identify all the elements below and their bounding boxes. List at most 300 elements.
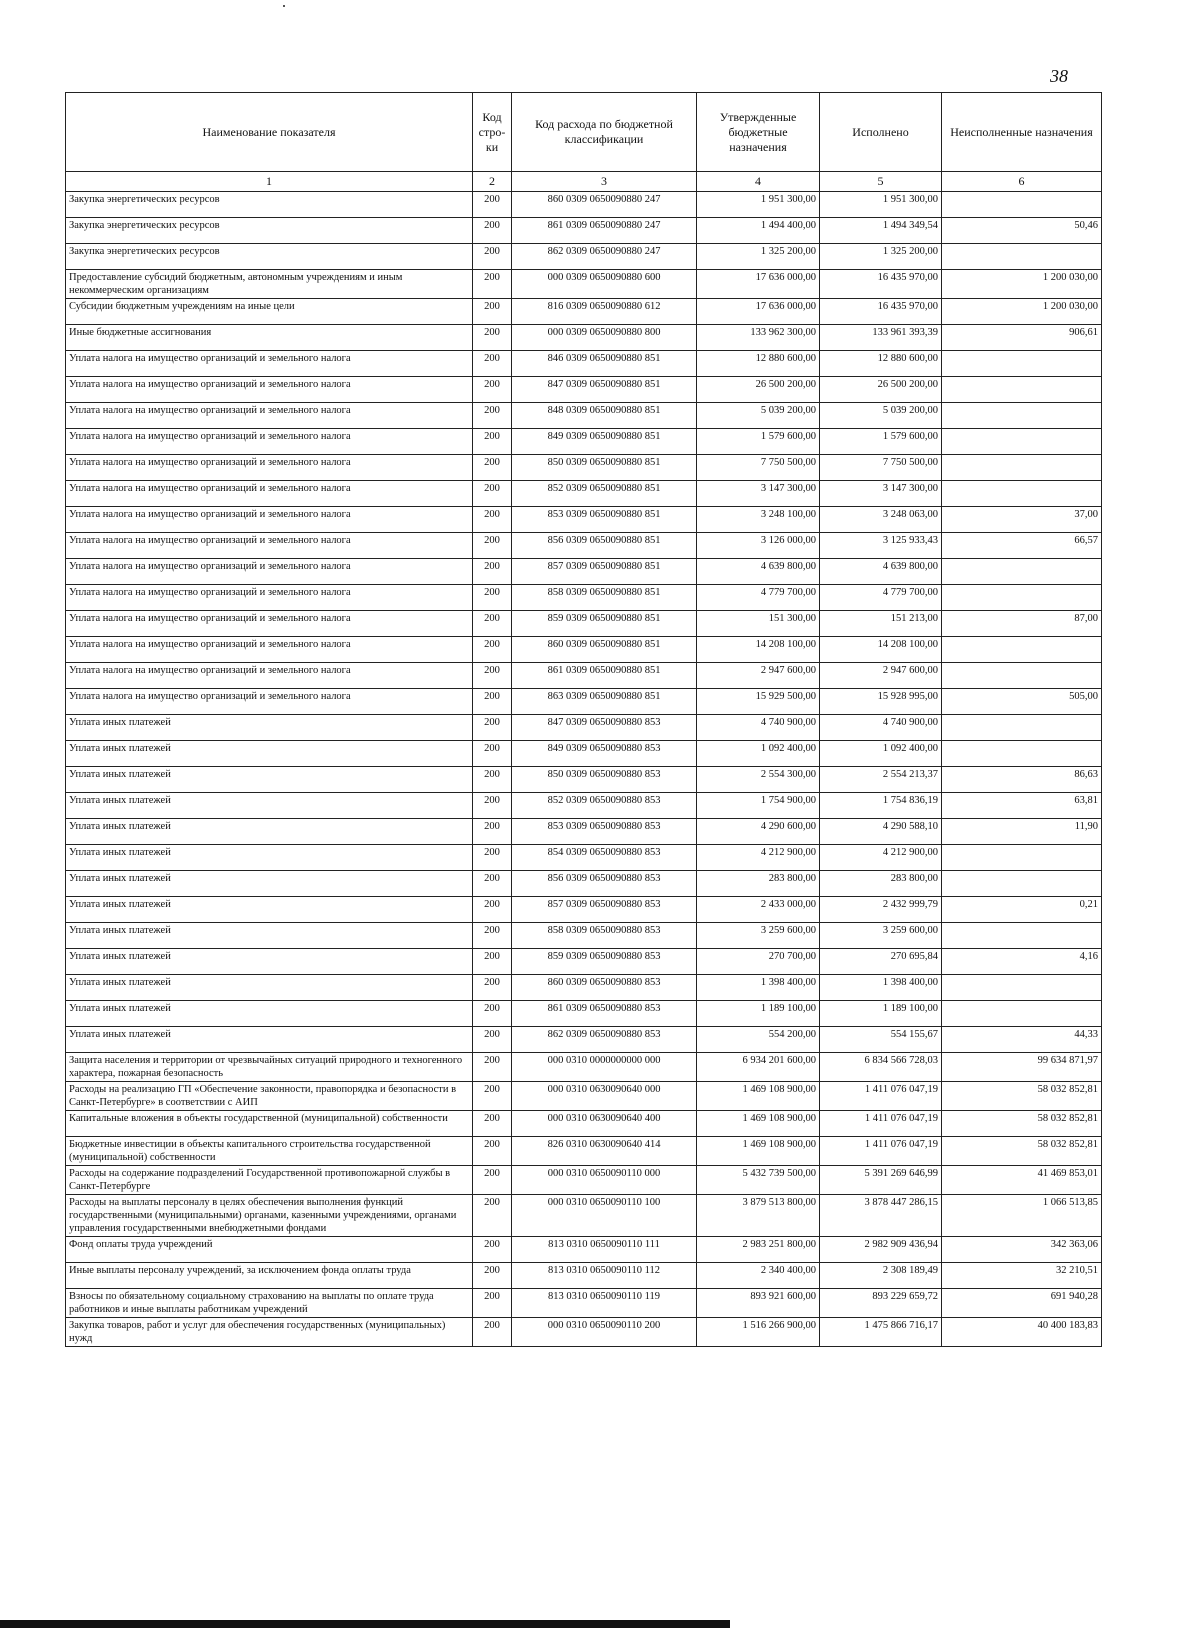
indicator-name-cell: Уплата иных платежей xyxy=(66,949,473,975)
header-approved: Утвержденные бюджетные назначения xyxy=(697,93,820,172)
budget-class-code-cell: 813 0310 0650090110 119 xyxy=(512,1289,697,1318)
budget-class-code-cell: 850 0309 0650090880 853 xyxy=(512,767,697,793)
column-number: 2 xyxy=(473,172,512,192)
unexecuted-amount-cell: 691 940,28 xyxy=(942,1289,1102,1318)
approved-amount-cell: 283 800,00 xyxy=(697,871,820,897)
executed-amount-cell: 4 740 900,00 xyxy=(820,715,942,741)
approved-amount-cell: 2 554 300,00 xyxy=(697,767,820,793)
indicator-name-cell: Уплата налога на имущество организаций и земельного налога xyxy=(66,559,473,585)
indicator-name-cell: Уплата иных платежей xyxy=(66,741,473,767)
executed-amount-cell: 3 878 447 286,15 xyxy=(820,1195,942,1237)
table-row xyxy=(66,455,1102,481)
table-row xyxy=(66,1111,1102,1137)
executed-amount-cell: 2 947 600,00 xyxy=(820,663,942,689)
indicator-name-cell: Закупка товаров, работ и услуг для обеспечения государственных (муниципальных) нужд xyxy=(66,1318,473,1347)
executed-amount-cell: 7 750 500,00 xyxy=(820,455,942,481)
header-line-code: Код стро-ки xyxy=(473,93,512,172)
executed-amount-cell: 16 435 970,00 xyxy=(820,270,942,299)
table-row xyxy=(66,403,1102,429)
approved-amount-cell: 26 500 200,00 xyxy=(697,377,820,403)
budget-class-code-cell: 858 0309 0650090880 853 xyxy=(512,923,697,949)
column-number: 6 xyxy=(942,172,1102,192)
table-row xyxy=(66,244,1102,270)
indicator-name-cell: Субсидии бюджетным учреждениям на иные цели xyxy=(66,299,473,325)
line-code-cell: 200 xyxy=(473,585,512,611)
approved-amount-cell: 1 494 400,00 xyxy=(697,218,820,244)
executed-amount-cell: 14 208 100,00 xyxy=(820,637,942,663)
unexecuted-amount-cell xyxy=(942,871,1102,897)
budget-class-code-cell: 000 0310 0630090640 000 xyxy=(512,1082,697,1111)
table-row xyxy=(66,351,1102,377)
unexecuted-amount-cell xyxy=(942,715,1102,741)
budget-class-code-cell: 846 0309 0650090880 851 xyxy=(512,351,697,377)
unexecuted-amount-cell: 342 363,06 xyxy=(942,1237,1102,1263)
column-number: 1 xyxy=(66,172,473,192)
table-row xyxy=(66,923,1102,949)
table-row xyxy=(66,429,1102,455)
approved-amount-cell: 17 636 000,00 xyxy=(697,299,820,325)
unexecuted-amount-cell xyxy=(942,585,1102,611)
line-code-cell: 200 xyxy=(473,1001,512,1027)
indicator-name-cell: Закупка энергетических ресурсов xyxy=(66,218,473,244)
table-row xyxy=(66,611,1102,637)
unexecuted-amount-cell: 32 210,51 xyxy=(942,1263,1102,1289)
unexecuted-amount-cell: 66,57 xyxy=(942,533,1102,559)
executed-amount-cell: 4 212 900,00 xyxy=(820,845,942,871)
indicator-name-cell: Закупка энергетических ресурсов xyxy=(66,192,473,218)
line-code-cell: 200 xyxy=(473,949,512,975)
budget-class-code-cell: 852 0309 0650090880 853 xyxy=(512,793,697,819)
unexecuted-amount-cell: 37,00 xyxy=(942,507,1102,533)
line-code-cell: 200 xyxy=(473,715,512,741)
indicator-name-cell: Иные бюджетные ассигнования xyxy=(66,325,473,351)
table-row xyxy=(66,819,1102,845)
approved-amount-cell: 1 325 200,00 xyxy=(697,244,820,270)
budget-class-code-cell: 813 0310 0650090110 112 xyxy=(512,1263,697,1289)
executed-amount-cell: 3 248 063,00 xyxy=(820,507,942,533)
column-number: 3 xyxy=(512,172,697,192)
unexecuted-amount-cell: 41 469 853,01 xyxy=(942,1166,1102,1195)
budget-class-code-cell: 847 0309 0650090880 853 xyxy=(512,715,697,741)
approved-amount-cell: 133 962 300,00 xyxy=(697,325,820,351)
indicator-name-cell: Расходы на содержание подразделений Государственной противопожарной службы в Санкт-Петербурге xyxy=(66,1166,473,1195)
unexecuted-amount-cell xyxy=(942,429,1102,455)
header-row xyxy=(66,93,1102,172)
indicator-name-cell: Предоставление субсидий бюджетным, автономным учреждениям и иным некоммерческим организациям xyxy=(66,270,473,299)
table-row xyxy=(66,637,1102,663)
budget-class-code-cell: 000 0310 0630090640 400 xyxy=(512,1111,697,1137)
line-code-cell: 200 xyxy=(473,1195,512,1237)
approved-amount-cell: 893 921 600,00 xyxy=(697,1289,820,1318)
table-row xyxy=(66,767,1102,793)
executed-amount-cell: 12 880 600,00 xyxy=(820,351,942,377)
indicator-name-cell: Фонд оплаты труда учреждений xyxy=(66,1237,473,1263)
executed-amount-cell: 554 155,67 xyxy=(820,1027,942,1053)
table-row xyxy=(66,1263,1102,1289)
line-code-cell: 200 xyxy=(473,377,512,403)
budget-class-code-cell: 849 0309 0650090880 851 xyxy=(512,429,697,455)
line-code-cell: 200 xyxy=(473,793,512,819)
indicator-name-cell: Уплата налога на имущество организаций и земельного налога xyxy=(66,403,473,429)
table-row xyxy=(66,793,1102,819)
executed-amount-cell: 2 554 213,37 xyxy=(820,767,942,793)
budget-class-code-cell: 863 0309 0650090880 851 xyxy=(512,689,697,715)
line-code-cell: 200 xyxy=(473,1318,512,1347)
executed-amount-cell: 5 039 200,00 xyxy=(820,403,942,429)
executed-amount-cell: 3 259 600,00 xyxy=(820,923,942,949)
indicator-name-cell: Уплата налога на имущество организаций и земельного налога xyxy=(66,611,473,637)
unexecuted-amount-cell xyxy=(942,663,1102,689)
unexecuted-amount-cell xyxy=(942,192,1102,218)
indicator-name-cell: Уплата налога на имущество организаций и земельного налога xyxy=(66,689,473,715)
column-number: 4 xyxy=(697,172,820,192)
table-row xyxy=(66,533,1102,559)
unexecuted-amount-cell: 58 032 852,81 xyxy=(942,1137,1102,1166)
line-code-cell: 200 xyxy=(473,767,512,793)
unexecuted-amount-cell: 63,81 xyxy=(942,793,1102,819)
budget-class-code-cell: 854 0309 0650090880 853 xyxy=(512,845,697,871)
indicator-name-cell: Уплата налога на имущество организаций и земельного налога xyxy=(66,429,473,455)
unexecuted-amount-cell: 86,63 xyxy=(942,767,1102,793)
budget-class-code-cell: 856 0309 0650090880 853 xyxy=(512,871,697,897)
table-row xyxy=(66,663,1102,689)
executed-amount-cell: 5 391 269 646,99 xyxy=(820,1166,942,1195)
indicator-name-cell: Бюджетные инвестиции в объекты капитального строительства государственной (муниципальной) собственности xyxy=(66,1137,473,1166)
line-code-cell: 200 xyxy=(473,533,512,559)
approved-amount-cell: 1 469 108 900,00 xyxy=(697,1137,820,1166)
executed-amount-cell: 133 961 393,39 xyxy=(820,325,942,351)
executed-amount-cell: 1 398 400,00 xyxy=(820,975,942,1001)
budget-class-code-cell: 848 0309 0650090880 851 xyxy=(512,403,697,429)
indicator-name-cell: Взносы по обязательному социальному страхованию на выплаты по оплате труда работников и иные выплаты работникам учреждений xyxy=(66,1289,473,1318)
executed-amount-cell: 1 189 100,00 xyxy=(820,1001,942,1027)
line-code-cell: 200 xyxy=(473,507,512,533)
line-code-cell: 200 xyxy=(473,299,512,325)
line-code-cell: 200 xyxy=(473,923,512,949)
table-row xyxy=(66,689,1102,715)
budget-class-code-cell: 858 0309 0650090880 851 xyxy=(512,585,697,611)
approved-amount-cell: 2 340 400,00 xyxy=(697,1263,820,1289)
line-code-cell: 200 xyxy=(473,1237,512,1263)
budget-class-code-cell: 847 0309 0650090880 851 xyxy=(512,377,697,403)
indicator-name-cell: Уплата налога на имущество организаций и земельного налога xyxy=(66,351,473,377)
budget-class-code-cell: 853 0309 0650090880 851 xyxy=(512,507,697,533)
table-row xyxy=(66,897,1102,923)
approved-amount-cell: 554 200,00 xyxy=(697,1027,820,1053)
approved-amount-cell: 1 516 266 900,00 xyxy=(697,1318,820,1347)
indicator-name-cell: Уплата иных платежей xyxy=(66,897,473,923)
line-code-cell: 200 xyxy=(473,1111,512,1137)
line-code-cell: 200 xyxy=(473,325,512,351)
table-row xyxy=(66,1082,1102,1111)
unexecuted-amount-cell xyxy=(942,923,1102,949)
executed-amount-cell: 1 579 600,00 xyxy=(820,429,942,455)
budget-class-code-cell: 859 0309 0650090880 853 xyxy=(512,949,697,975)
budget-class-code-cell: 860 0309 0650090880 851 xyxy=(512,637,697,663)
line-code-cell: 200 xyxy=(473,845,512,871)
approved-amount-cell: 1 579 600,00 xyxy=(697,429,820,455)
line-code-cell: 200 xyxy=(473,819,512,845)
approved-amount-cell: 4 639 800,00 xyxy=(697,559,820,585)
executed-amount-cell: 893 229 659,72 xyxy=(820,1289,942,1318)
unexecuted-amount-cell xyxy=(942,1001,1102,1027)
line-code-cell: 200 xyxy=(473,1289,512,1318)
table-row xyxy=(66,218,1102,244)
unexecuted-amount-cell xyxy=(942,244,1102,270)
budget-class-code-cell: 816 0309 0650090880 612 xyxy=(512,299,697,325)
approved-amount-cell: 4 212 900,00 xyxy=(697,845,820,871)
budget-class-code-cell: 861 0309 0650090880 853 xyxy=(512,1001,697,1027)
budget-class-code-cell: 000 0310 0000000000 000 xyxy=(512,1053,697,1082)
unexecuted-amount-cell xyxy=(942,559,1102,585)
indicator-name-cell: Уплата иных платежей xyxy=(66,819,473,845)
unexecuted-amount-cell: 0,21 xyxy=(942,897,1102,923)
executed-amount-cell: 1 754 836,19 xyxy=(820,793,942,819)
approved-amount-cell: 3 147 300,00 xyxy=(697,481,820,507)
indicator-name-cell: Капитальные вложения в объекты государственной (муниципальной) собственности xyxy=(66,1111,473,1137)
budget-class-code-cell: 826 0310 0630090640 414 xyxy=(512,1137,697,1166)
approved-amount-cell: 15 929 500,00 xyxy=(697,689,820,715)
line-code-cell: 200 xyxy=(473,403,512,429)
approved-amount-cell: 5 039 200,00 xyxy=(697,403,820,429)
table-row xyxy=(66,507,1102,533)
indicator-name-cell: Защита населения и территории от чрезвычайных ситуаций природного и техногенного характера, пожарная безопасность xyxy=(66,1053,473,1082)
table-row xyxy=(66,270,1102,299)
indicator-name-cell: Уплата налога на имущество организаций и земельного налога xyxy=(66,377,473,403)
approved-amount-cell: 14 208 100,00 xyxy=(697,637,820,663)
line-code-cell: 200 xyxy=(473,1166,512,1195)
line-code-cell: 200 xyxy=(473,741,512,767)
approved-amount-cell: 7 750 500,00 xyxy=(697,455,820,481)
table-row xyxy=(66,559,1102,585)
unexecuted-amount-cell: 99 634 871,97 xyxy=(942,1053,1102,1082)
indicator-name-cell: Уплата иных платежей xyxy=(66,1001,473,1027)
executed-amount-cell: 15 928 995,00 xyxy=(820,689,942,715)
approved-amount-cell: 270 700,00 xyxy=(697,949,820,975)
budget-class-code-cell: 856 0309 0650090880 851 xyxy=(512,533,697,559)
indicator-name-cell: Иные выплаты персоналу учреждений, за исключением фонда оплаты труда xyxy=(66,1263,473,1289)
table-row xyxy=(66,585,1102,611)
indicator-name-cell: Уплата иных платежей xyxy=(66,793,473,819)
budget-class-code-cell: 850 0309 0650090880 851 xyxy=(512,455,697,481)
budget-class-code-cell: 000 0310 0650090110 200 xyxy=(512,1318,697,1347)
line-code-cell: 200 xyxy=(473,429,512,455)
indicator-name-cell: Расходы на реализацию ГП «Обеспечение законности, правопорядка и безопасности в Санкт-Петербурге» в соответствии с АИП xyxy=(66,1082,473,1111)
line-code-cell: 200 xyxy=(473,218,512,244)
unexecuted-amount-cell: 1 200 030,00 xyxy=(942,299,1102,325)
header-indicator-name: Наименование показателя xyxy=(66,93,473,172)
approved-amount-cell: 17 636 000,00 xyxy=(697,270,820,299)
indicator-name-cell: Уплата налога на имущество организаций и земельного налога xyxy=(66,507,473,533)
unexecuted-amount-cell: 505,00 xyxy=(942,689,1102,715)
budget-class-code-cell: 857 0309 0650090880 851 xyxy=(512,559,697,585)
indicator-name-cell: Уплата налога на имущество организаций и земельного налога xyxy=(66,637,473,663)
line-code-cell: 200 xyxy=(473,455,512,481)
indicator-name-cell: Уплата иных платежей xyxy=(66,1027,473,1053)
executed-amount-cell: 4 290 588,10 xyxy=(820,819,942,845)
approved-amount-cell: 1 754 900,00 xyxy=(697,793,820,819)
indicator-name-cell: Уплата налога на имущество организаций и земельного налога xyxy=(66,585,473,611)
unexecuted-amount-cell: 906,61 xyxy=(942,325,1102,351)
unexecuted-amount-cell: 11,90 xyxy=(942,819,1102,845)
line-code-cell: 200 xyxy=(473,481,512,507)
unexecuted-amount-cell xyxy=(942,403,1102,429)
executed-amount-cell: 6 834 566 728,03 xyxy=(820,1053,942,1082)
executed-amount-cell: 26 500 200,00 xyxy=(820,377,942,403)
executed-amount-cell: 4 639 800,00 xyxy=(820,559,942,585)
unexecuted-amount-cell: 1 066 513,85 xyxy=(942,1195,1102,1237)
budget-execution-table xyxy=(65,92,1102,1347)
line-code-cell: 200 xyxy=(473,1137,512,1166)
page-number: 38 xyxy=(1050,66,1068,86)
line-code-cell: 200 xyxy=(473,1082,512,1111)
line-code-cell: 200 xyxy=(473,192,512,218)
indicator-name-cell: Уплата налога на имущество организаций и земельного налога xyxy=(66,481,473,507)
scan-edge-bar xyxy=(0,1620,730,1628)
executed-amount-cell: 1 411 076 047,19 xyxy=(820,1137,942,1166)
approved-amount-cell: 2 947 600,00 xyxy=(697,663,820,689)
budget-class-code-cell: 862 0309 0650090880 247 xyxy=(512,244,697,270)
unexecuted-amount-cell: 50,46 xyxy=(942,218,1102,244)
line-code-cell: 200 xyxy=(473,1263,512,1289)
budget-class-code-cell: 852 0309 0650090880 851 xyxy=(512,481,697,507)
unexecuted-amount-cell xyxy=(942,351,1102,377)
approved-amount-cell: 1 469 108 900,00 xyxy=(697,1111,820,1137)
header-executed: Исполнено xyxy=(820,93,942,172)
approved-amount-cell: 1 951 300,00 xyxy=(697,192,820,218)
indicator-name-cell: Уплата иных платежей xyxy=(66,923,473,949)
table-row xyxy=(66,1053,1102,1082)
executed-amount-cell: 16 435 970,00 xyxy=(820,299,942,325)
executed-amount-cell: 1 411 076 047,19 xyxy=(820,1082,942,1111)
table-row xyxy=(66,1289,1102,1318)
table-row xyxy=(66,1166,1102,1195)
executed-amount-cell: 2 308 189,49 xyxy=(820,1263,942,1289)
budget-class-code-cell: 849 0309 0650090880 853 xyxy=(512,741,697,767)
budget-class-code-cell: 000 0309 0650090880 800 xyxy=(512,325,697,351)
approved-amount-cell: 12 880 600,00 xyxy=(697,351,820,377)
line-code-cell: 200 xyxy=(473,244,512,270)
unexecuted-amount-cell xyxy=(942,741,1102,767)
indicator-name-cell: Уплата иных платежей xyxy=(66,871,473,897)
approved-amount-cell: 3 259 600,00 xyxy=(697,923,820,949)
unexecuted-amount-cell: 58 032 852,81 xyxy=(942,1111,1102,1137)
unexecuted-amount-cell: 87,00 xyxy=(942,611,1102,637)
line-code-cell: 200 xyxy=(473,559,512,585)
table-row xyxy=(66,1318,1102,1347)
executed-amount-cell: 151 213,00 xyxy=(820,611,942,637)
table-body xyxy=(66,192,1102,1347)
line-code-cell: 200 xyxy=(473,351,512,377)
unexecuted-amount-cell xyxy=(942,481,1102,507)
table-row xyxy=(66,871,1102,897)
unexecuted-amount-cell xyxy=(942,455,1102,481)
column-number: 5 xyxy=(820,172,942,192)
table-row xyxy=(66,1195,1102,1237)
table-row xyxy=(66,715,1102,741)
budget-class-code-cell: 862 0309 0650090880 853 xyxy=(512,1027,697,1053)
line-code-cell: 200 xyxy=(473,637,512,663)
indicator-name-cell: Расходы на выплаты персоналу в целях обеспечения выполнения функций государственными (муниципальными) органами, казенными учреждениями, органами управления государственными внебюджетными фондами xyxy=(66,1195,473,1237)
approved-amount-cell: 6 934 201 600,00 xyxy=(697,1053,820,1082)
executed-amount-cell: 1 092 400,00 xyxy=(820,741,942,767)
approved-amount-cell: 2 983 251 800,00 xyxy=(697,1237,820,1263)
budget-class-code-cell: 000 0310 0650090110 000 xyxy=(512,1166,697,1195)
executed-amount-cell: 1 951 300,00 xyxy=(820,192,942,218)
table-row xyxy=(66,1237,1102,1263)
line-code-cell: 200 xyxy=(473,689,512,715)
line-code-cell: 200 xyxy=(473,897,512,923)
approved-amount-cell: 2 433 000,00 xyxy=(697,897,820,923)
line-code-cell: 200 xyxy=(473,270,512,299)
budget-class-code-cell: 853 0309 0650090880 853 xyxy=(512,819,697,845)
table-row xyxy=(66,377,1102,403)
budget-class-code-cell: 813 0310 0650090110 111 xyxy=(512,1237,697,1263)
unexecuted-amount-cell xyxy=(942,845,1102,871)
executed-amount-cell: 1 325 200,00 xyxy=(820,244,942,270)
budget-class-code-cell: 860 0309 0650090880 853 xyxy=(512,975,697,1001)
budget-class-code-cell: 000 0309 0650090880 600 xyxy=(512,270,697,299)
executed-amount-cell: 2 982 909 436,94 xyxy=(820,1237,942,1263)
executed-amount-cell: 3 147 300,00 xyxy=(820,481,942,507)
approved-amount-cell: 1 189 100,00 xyxy=(697,1001,820,1027)
approved-amount-cell: 5 432 739 500,00 xyxy=(697,1166,820,1195)
unexecuted-amount-cell xyxy=(942,975,1102,1001)
header-unexecuted: Неисполненные назначения xyxy=(942,93,1102,172)
table-row xyxy=(66,481,1102,507)
header-budget-class-code: Код расхода по бюджетной классификации xyxy=(512,93,697,172)
budget-class-code-cell: 861 0309 0650090880 247 xyxy=(512,218,697,244)
executed-amount-cell: 1 411 076 047,19 xyxy=(820,1111,942,1137)
budget-class-code-cell: 860 0309 0650090880 247 xyxy=(512,192,697,218)
budget-class-code-cell: 859 0309 0650090880 851 xyxy=(512,611,697,637)
line-code-cell: 200 xyxy=(473,1027,512,1053)
indicator-name-cell: Уплата налога на имущество организаций и земельного налога xyxy=(66,455,473,481)
approved-amount-cell: 3 126 000,00 xyxy=(697,533,820,559)
approved-amount-cell: 4 779 700,00 xyxy=(697,585,820,611)
table-row xyxy=(66,325,1102,351)
unexecuted-amount-cell: 44,33 xyxy=(942,1027,1102,1053)
indicator-name-cell: Уплата налога на имущество организаций и земельного налога xyxy=(66,533,473,559)
unexecuted-amount-cell: 58 032 852,81 xyxy=(942,1082,1102,1111)
executed-amount-cell: 3 125 933,43 xyxy=(820,533,942,559)
executed-amount-cell: 4 779 700,00 xyxy=(820,585,942,611)
approved-amount-cell: 1 469 108 900,00 xyxy=(697,1082,820,1111)
approved-amount-cell: 151 300,00 xyxy=(697,611,820,637)
table-row xyxy=(66,1027,1102,1053)
indicator-name-cell: Уплата налога на имущество организаций и земельного налога xyxy=(66,663,473,689)
table-row xyxy=(66,299,1102,325)
budget-class-code-cell: 000 0310 0650090110 100 xyxy=(512,1195,697,1237)
indicator-name-cell: Уплата иных платежей xyxy=(66,767,473,793)
indicator-name-cell: Уплата иных платежей xyxy=(66,845,473,871)
table-row xyxy=(66,1001,1102,1027)
line-code-cell: 200 xyxy=(473,975,512,1001)
executed-amount-cell: 2 432 999,79 xyxy=(820,897,942,923)
unexecuted-amount-cell xyxy=(942,637,1102,663)
line-code-cell: 200 xyxy=(473,871,512,897)
approved-amount-cell: 4 290 600,00 xyxy=(697,819,820,845)
approved-amount-cell: 4 740 900,00 xyxy=(697,715,820,741)
unexecuted-amount-cell: 1 200 030,00 xyxy=(942,270,1102,299)
executed-amount-cell: 270 695,84 xyxy=(820,949,942,975)
approved-amount-cell: 3 879 513 800,00 xyxy=(697,1195,820,1237)
unexecuted-amount-cell: 4,16 xyxy=(942,949,1102,975)
table-row xyxy=(66,1137,1102,1166)
column-number-row xyxy=(66,172,1102,192)
line-code-cell: 200 xyxy=(473,663,512,689)
line-code-cell: 200 xyxy=(473,611,512,637)
